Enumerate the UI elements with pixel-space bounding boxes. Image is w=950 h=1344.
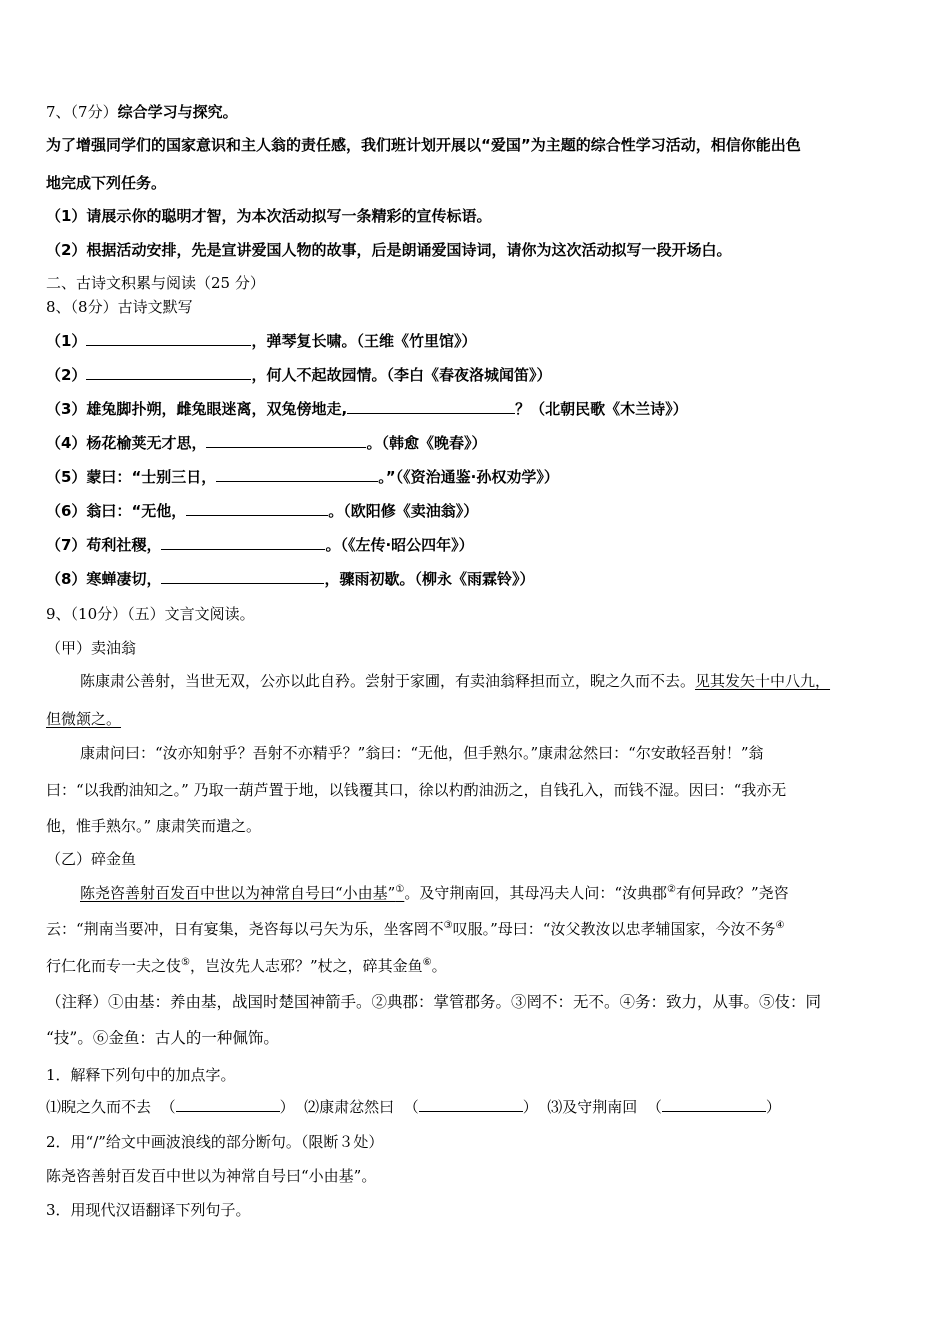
- passage-jia-line2: [46, 708, 121, 730]
- q8-item-4: [46, 432, 486, 454]
- q8-item-1-blank[interactable]: [86, 331, 251, 346]
- passage-yi-line1: [80, 882, 789, 904]
- q7-header: [46, 101, 238, 123]
- q8-item-8-prefix: （8）寒蝉凄切，: [46, 570, 162, 588]
- sub1-c-close: ）: [765, 1098, 781, 1116]
- q8-item-3-prefix: （3）雄兔脚扑朔，雌兔眼迷离，双兔傍地走,: [46, 400, 348, 418]
- passage-jia-line3: 康肃问曰：“汝亦知射乎？吾射不亦精乎？”翁曰：“无他，但手熟尔。”康肃忿然曰：“尔安敢轻吾射！”翁: [80, 744, 764, 762]
- q8-item-5-suffix: 。”（《资治通鉴·孙权劝学》）: [378, 468, 559, 486]
- passage-yi-wavy-sentence: [80, 884, 404, 902]
- q8-item-5: [46, 466, 559, 488]
- q8-header: 8、（8分）古诗文默写: [46, 298, 193, 316]
- passage-jia-underlined-cont: 但微颔之。: [46, 710, 122, 728]
- q8-item-7-suffix: 。（《左传·昭公四年》）: [325, 536, 474, 554]
- sub1-a-close: ）: [279, 1098, 295, 1116]
- q8-item-3: [46, 398, 688, 420]
- passage-jia-line4: 曰：“以我酌油知之。” 乃取一葫芦置于地，以钱覆其口，徐以杓酌油沥之，自钱孔入，而钱不湿。因曰：“我亦无: [46, 781, 787, 799]
- q7-task2: （2）根据活动安排，先是宣讲爱国人物的故事，后是朗诵爱国诗词，请你为这次活动拟写一段开场白。: [46, 241, 732, 259]
- q8-item-4-blank[interactable]: [206, 433, 366, 448]
- note-ref-5: ⑤: [181, 957, 190, 968]
- passage-yi-text-1: 。及守荆南回，其母冯夫人问：“汝典郡: [404, 884, 667, 902]
- q8-item-3-suffix: ？（北朝民歌《木兰诗》）: [515, 400, 688, 418]
- q7-title: 综合学习与探究。: [117, 103, 238, 121]
- note-ref-3: ③: [443, 920, 453, 931]
- q8-item-6: [46, 500, 478, 522]
- q8-item-2-blank[interactable]: [86, 365, 251, 380]
- sub1-a-open: （: [160, 1098, 176, 1116]
- passage-yi-text-7: 。: [431, 957, 447, 975]
- q8-item-3-blank[interactable]: [347, 399, 515, 414]
- sub1-b-open: （: [403, 1098, 419, 1116]
- passage-yi-title: （乙）碎金鱼: [46, 850, 137, 868]
- q7-task1: （1）请展示你的聪明才智，为本次活动拟写一条精彩的宣传标语。: [46, 207, 492, 225]
- section2-title: 二、古诗文积累与阅读（25 分）: [46, 274, 265, 292]
- passage-jia-title: （甲）卖油翁: [46, 639, 137, 657]
- passage-yi-text-2: 有何异政？”尧咨: [675, 884, 789, 902]
- q8-item-7-blank[interactable]: [161, 535, 325, 550]
- q8-item-6-suffix: 。（欧阳修《卖油翁》）: [328, 502, 479, 520]
- note-ref-1: ①: [395, 884, 405, 895]
- q8-item-8-blank[interactable]: [161, 569, 324, 584]
- annotations-line2: “技”。⑥金鱼：古人的一种佩饰。: [46, 1029, 279, 1047]
- passage-yi-text-4: 叹服。”母曰：“汝父教汝以忠孝辅国家，今汝不务: [452, 920, 776, 938]
- q8-item-6-prefix: （6）翁曰：“无他，: [46, 502, 187, 520]
- q8-item-6-blank[interactable]: [186, 501, 328, 516]
- q9-header: 9、（10分）（五）文言文阅读。: [46, 605, 255, 623]
- q8-item-2-prefix: （2）: [46, 366, 87, 384]
- passage-yi-text-3: 云：“荆南当要冲，日有宴集，尧咨每以弓矢为乐，坐客罔不: [46, 920, 444, 938]
- sub-question-2: 2．用“/”给文中画波浪线的部分断句。（限断３处）: [46, 1133, 384, 1151]
- sub1-a-answer-blank[interactable]: [176, 1097, 280, 1112]
- q8-item-8-suffix: ，骤雨初歇。（柳永《雨霖铃》）: [324, 570, 535, 588]
- note-ref-2: ②: [666, 884, 676, 895]
- note-ref-6: ⑥: [422, 957, 432, 968]
- passage-yi-line3: [46, 955, 447, 977]
- sub-question-2-text: 陈尧咨善射百发百中世以为神常自号曰“小由基”。: [46, 1167, 377, 1185]
- passage-jia-text: 陈康肃公善射，当世无双，公亦以此自矜。尝射于家圃，有卖油翁释担而立，睨之久而不去。: [80, 672, 696, 690]
- q8-item-1-prefix: （1）: [46, 332, 87, 350]
- q8-item-8: [46, 568, 534, 590]
- q8-item-1-suffix: ，弹琴复长啸。（王维《竹里馆》）: [251, 332, 477, 350]
- sub-question-1: 1．解释下列句中的加点字。: [46, 1066, 236, 1084]
- sub1-item-c: ⑶及守荆南回: [547, 1098, 638, 1116]
- passage-yi-line2: [46, 918, 784, 940]
- q7-number: 7、（7分）: [46, 103, 118, 121]
- q8-item-5-prefix: （5）蒙曰：“士别三日，: [46, 468, 217, 486]
- sub1-b-answer-blank[interactable]: [419, 1097, 523, 1112]
- passage-jia-underlined: 见其发矢十中八九，: [695, 672, 831, 690]
- sub1-c-answer-blank[interactable]: [662, 1097, 766, 1112]
- q8-item-2-suffix: ，何人不起故园情。（李白《春夜洛城闻笛》）: [251, 366, 552, 384]
- passage-jia-line5: 他，惟手熟尔。” 康肃笑而遣之。: [46, 817, 261, 835]
- sub1-c-open: （: [646, 1098, 662, 1116]
- q7-intro-line1: 为了增强同学们的国家意识和主人翁的责任感，我们班计划开展以“爱国”为主题的综合性学习活动，相信你能出色: [46, 136, 801, 154]
- sub1-b-close: ）: [522, 1098, 538, 1116]
- sub-question-1-items: [46, 1096, 781, 1118]
- q8-item-1: [46, 330, 476, 352]
- q7-intro-line2: 地完成下列任务。: [46, 174, 167, 192]
- annotations-line1: （注释）①由基：养由基，战国时楚国神箭手。②典郡：掌管郡务。③罔不：无不。④务：致力，从事。⑤伎：同: [46, 993, 822, 1011]
- q8-item-5-blank[interactable]: [216, 467, 378, 482]
- passage-yi-wavy-text: 陈尧咨善射百发百中世以为神常自号曰“小由基”: [80, 884, 396, 902]
- passage-jia-line1: [80, 670, 830, 692]
- note-ref-4: ④: [775, 920, 785, 931]
- sub-question-3: 3．用现代汉语翻译下列句子。: [46, 1201, 251, 1219]
- q8-item-2: [46, 364, 551, 386]
- sub1-item-a: ⑴睨之久而不去: [46, 1098, 152, 1116]
- q8-item-4-prefix: （4）杨花榆荚无才思，: [46, 434, 207, 452]
- q8-item-7-prefix: （7）苟利社稷，: [46, 536, 162, 554]
- passage-yi-text-6: ，岂汝先人志邪？”杖之，碎其金鱼: [189, 957, 423, 975]
- q8-item-4-suffix: 。（韩愈《晚春》）: [366, 434, 487, 452]
- sub1-item-b: ⑵康肃忿然曰: [304, 1098, 395, 1116]
- q8-item-7: [46, 534, 474, 556]
- passage-yi-text-5: 行仁化而专一夫之伎: [46, 957, 182, 975]
